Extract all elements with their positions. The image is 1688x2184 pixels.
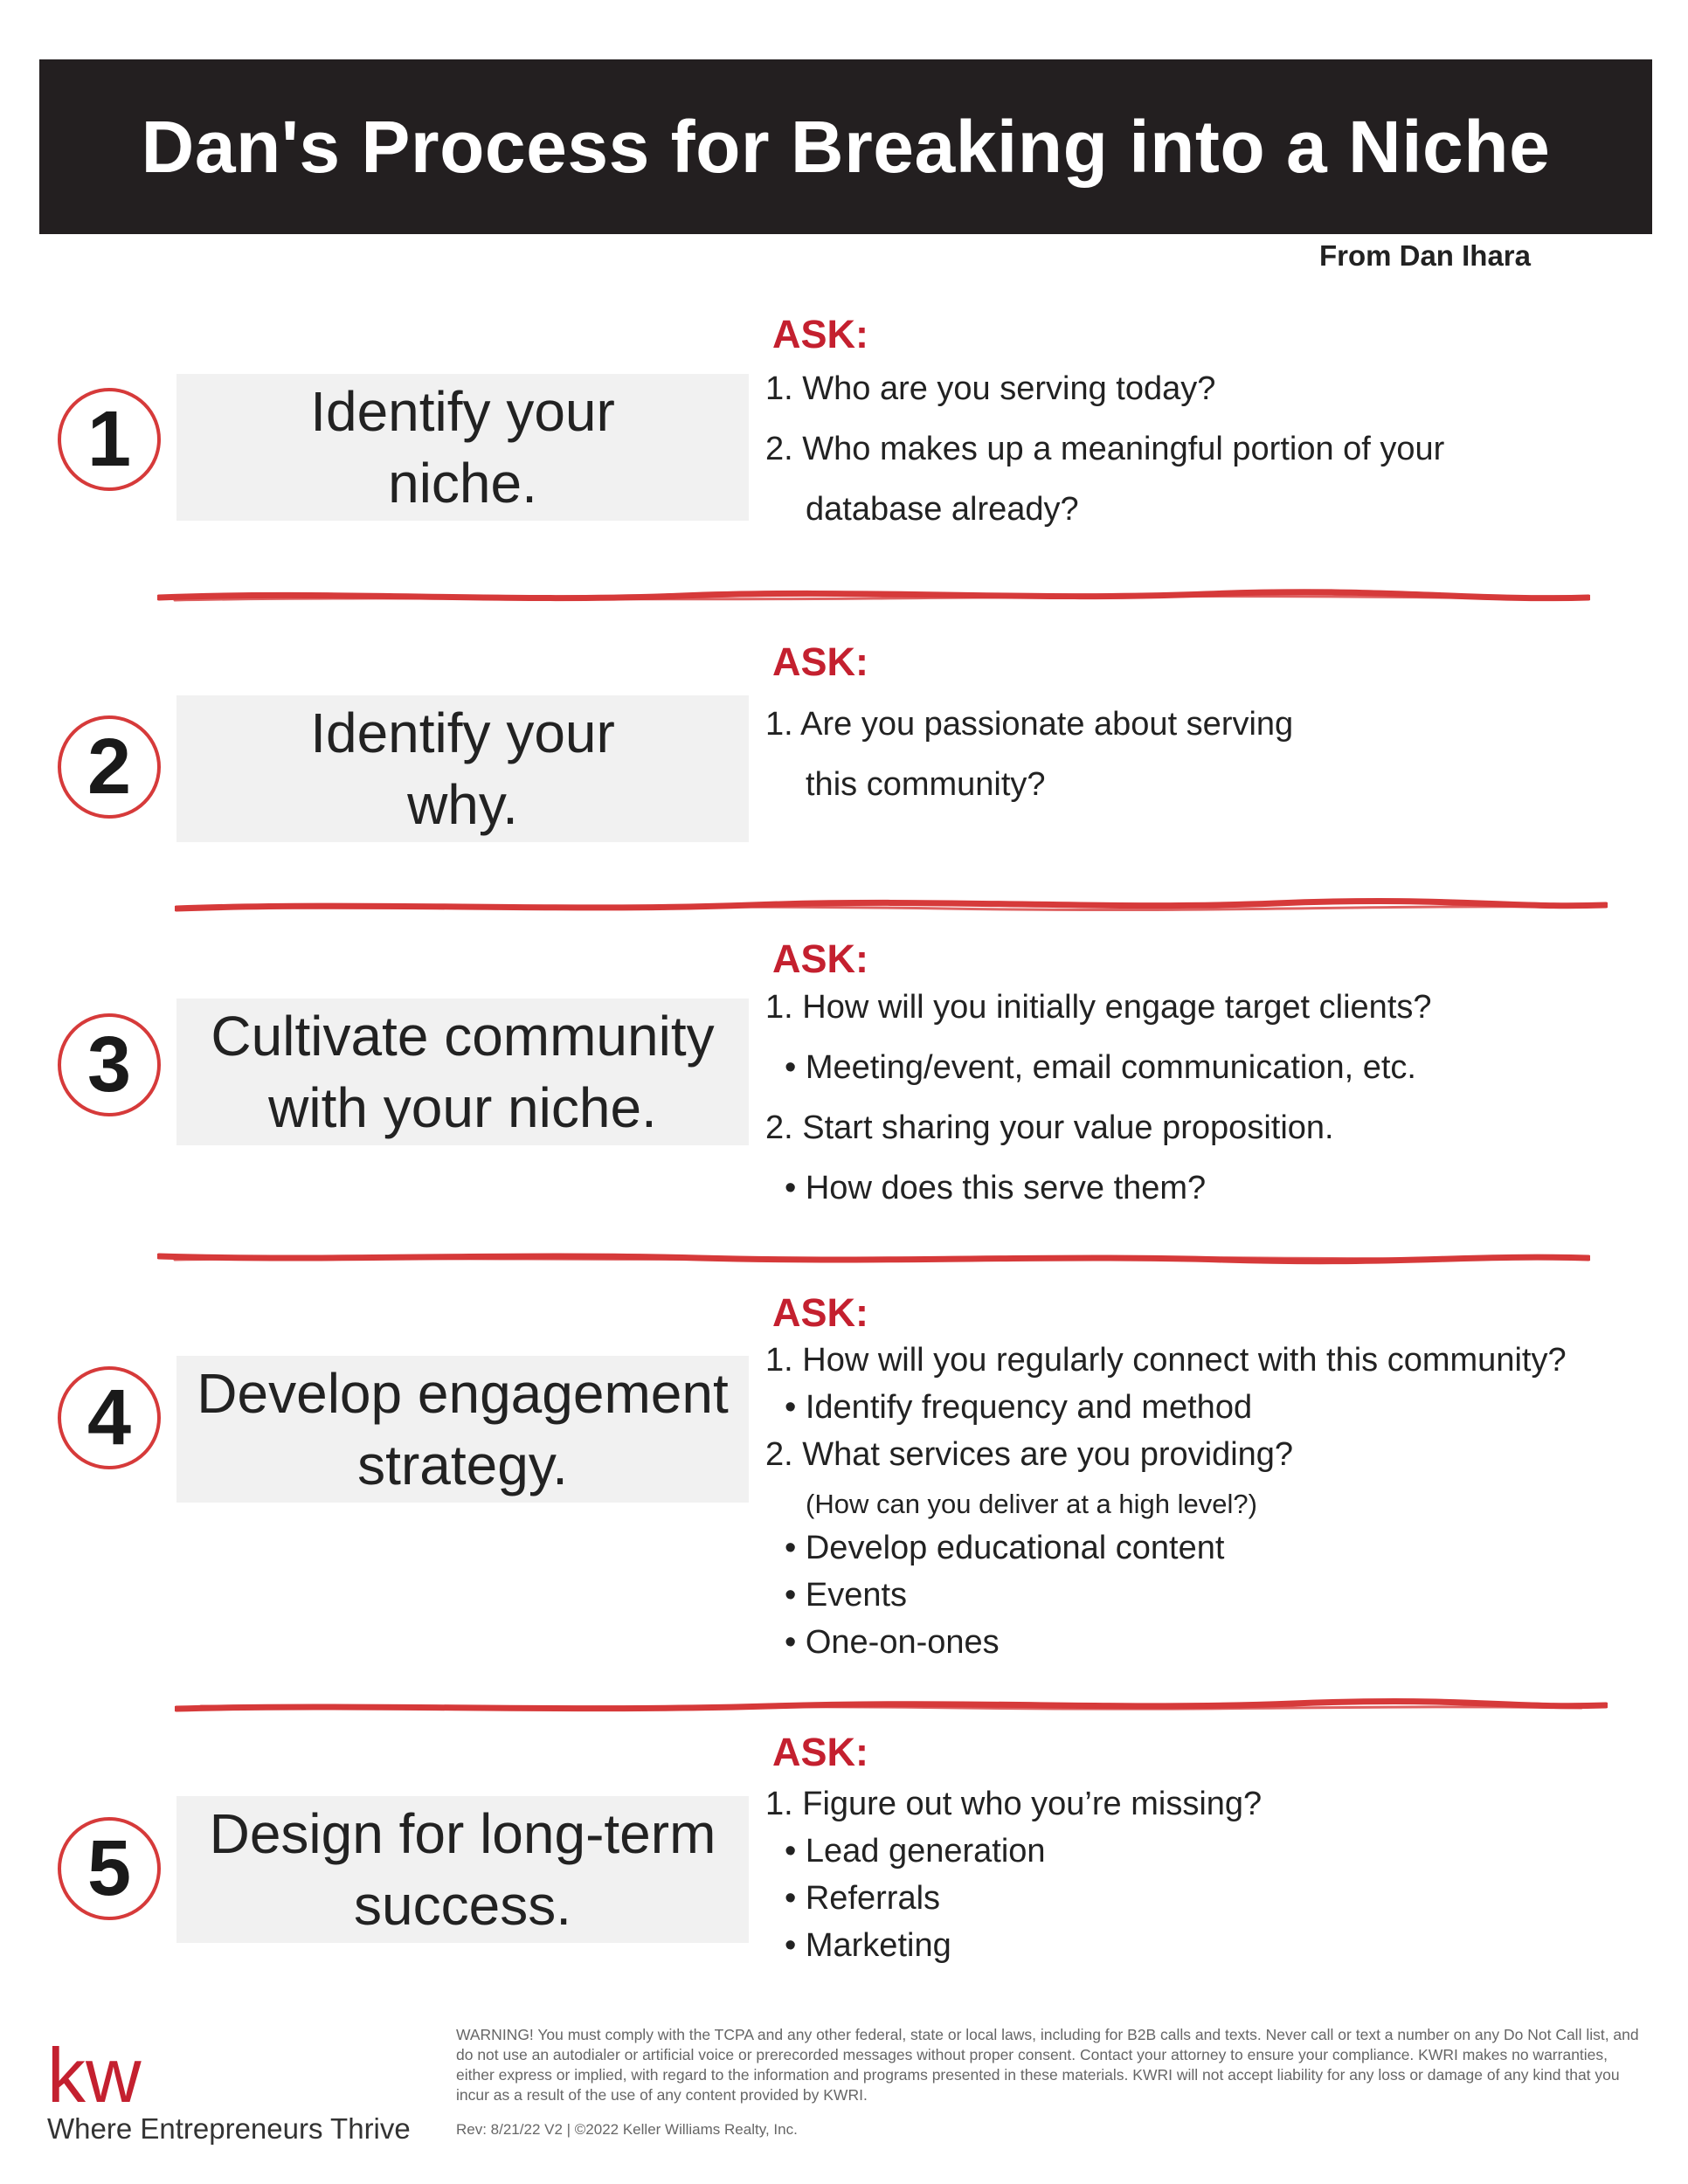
page-title: Dan's Process for Breaking into a Niche: [141, 105, 1551, 188]
question-line: • Develop educational content: [785, 1530, 1225, 1566]
ask-label: ASK:: [772, 1730, 868, 1774]
kw-logo: [47, 2044, 152, 2114]
title-banner: [39, 59, 1652, 234]
question-line: 1. Figure out who you’re missing?: [765, 1786, 1263, 1822]
step-title-box: [176, 1356, 749, 1503]
revision-copyright: Rev: 8/21/22 V2 | ©2022 Keller Williams Realty, Inc.: [456, 2121, 798, 2138]
ask-label: ASK:: [772, 936, 868, 981]
red-brush-divider: [175, 896, 1608, 917]
step-title-line: success.: [354, 1874, 571, 1937]
question-line: • Referrals: [785, 1880, 941, 1917]
question-line: • Marketing: [785, 1927, 951, 1964]
step-number-badge: 1: [58, 388, 161, 491]
question-line: 2. Start sharing your value proposition.: [765, 1109, 1334, 1146]
question-line: 2. What services are you providing?: [765, 1436, 1294, 1473]
step-title-box: [176, 695, 749, 842]
step-number-badge: 5: [58, 1817, 161, 1920]
ask-label: ASK:: [772, 312, 868, 356]
step-title-line: why.: [407, 773, 518, 836]
author-byline: From Dan Ihara: [1318, 239, 1531, 272]
question-line: • Lead generation: [785, 1833, 1046, 1870]
step-title-line: Develop engagement: [197, 1362, 729, 1425]
question-line: • Identify frequency and method: [785, 1389, 1253, 1426]
step-title-line: Design for long-term: [209, 1802, 716, 1865]
logo-tagline: Where Entrepreneurs Thrive: [47, 2112, 411, 2145]
question-line: • One-on-ones: [785, 1624, 1000, 1661]
step-title-line: Cultivate community: [211, 1005, 715, 1068]
ask-label: ASK:: [772, 639, 868, 684]
step-title-line: Identify your: [310, 380, 615, 443]
question-line: 1. How will you initially engage target clients?: [765, 989, 1432, 1026]
step-number-badge: 3: [58, 1013, 161, 1116]
red-brush-divider: [175, 1697, 1608, 1717]
question-line: • How does this serve them?: [785, 1170, 1207, 1206]
question-line: 1. Who are you serving today?: [765, 370, 1216, 407]
step-title-line: Identify your: [310, 702, 615, 764]
question-line: • Meeting/event, email communication, etc.: [785, 1049, 1416, 1086]
step-title-box: [176, 1796, 749, 1943]
step-title-line: niche.: [388, 452, 537, 515]
red-brush-divider: [157, 1248, 1590, 1268]
red-brush-divider: [157, 587, 1590, 608]
step-title-box: [176, 374, 749, 521]
question-line: (How can you deliver at a high level?): [806, 1489, 1257, 1519]
step-title-line: with your niche.: [268, 1076, 657, 1139]
step-title-line: strategy.: [357, 1434, 568, 1496]
question-line: this community?: [806, 766, 1046, 803]
question-line: • Events: [785, 1577, 908, 1614]
question-line: 2. Who makes up a meaningful portion of your: [765, 431, 1445, 467]
question-line: database already?: [806, 491, 1079, 528]
legal-disclaimer: WARNING! You must comply with the TCPA and any other federal, state or local laws, including for B2B calls and texts. Never call or text a number on any Do Not Call list, and do not use an autodialer or artificial voice or prerecorded messages without proper consent. Contact your attorney to ensure your compliance. KWRI makes no warranties, either express or implied, with regard to the information and programs presented in these materials. KWRI will not accept liability for any loss or damage of any kind that you incur as a result of the use of any content provided by KWRI.: [456, 2026, 1639, 2104]
question-line: 1. Are you passionate about serving: [765, 706, 1294, 743]
step-number-badge: 2: [58, 715, 161, 819]
question-line: 1. How will you regularly connect with this community?: [765, 1342, 1567, 1379]
ask-label: ASK:: [772, 1290, 868, 1335]
step-number-badge: 4: [58, 1366, 161, 1469]
kw-logo-text: kw: [47, 2044, 142, 2114]
step-title-box: [176, 999, 749, 1145]
